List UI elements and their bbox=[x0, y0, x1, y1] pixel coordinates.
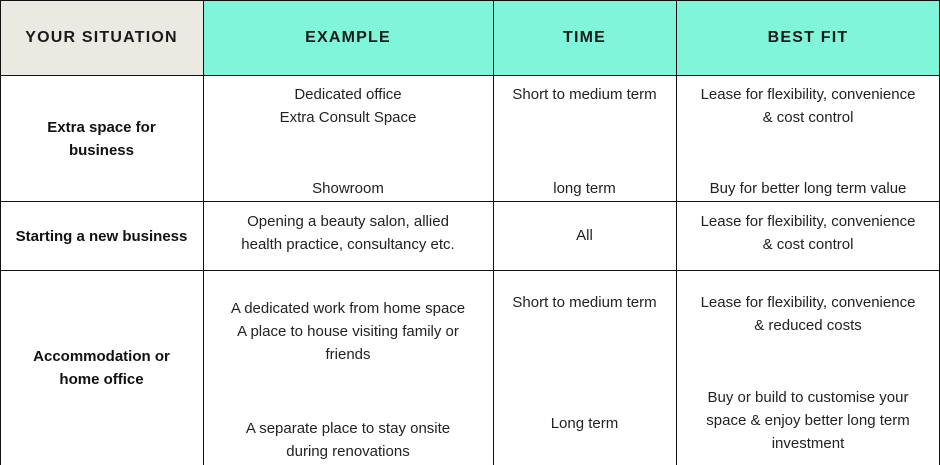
row-divider bbox=[0, 270, 940, 271]
situation-label: Starting a new business bbox=[15, 228, 188, 245]
header-time-label: TIME bbox=[562, 29, 607, 46]
row-divider bbox=[0, 201, 940, 202]
situation-cell bbox=[0, 202, 203, 271]
column-divider bbox=[0, 0, 1, 465]
time-text: long term bbox=[553, 180, 616, 197]
example-cell bbox=[203, 202, 493, 271]
best-fit-cell bbox=[676, 202, 940, 271]
time-cell bbox=[493, 271, 676, 465]
row-divider bbox=[0, 0, 940, 1]
time-cell bbox=[493, 76, 676, 202]
header-example-label: EXAMPLE bbox=[305, 29, 391, 46]
example-text: A dedicated work from home space A place to house visiting family or friends bbox=[230, 300, 466, 363]
table-row bbox=[0, 202, 940, 271]
example-text: Dedicated office Extra Consult Space bbox=[279, 86, 417, 126]
table-row bbox=[0, 271, 940, 465]
example-text: A separate place to stay onsite during renovations bbox=[245, 420, 451, 460]
example-text: Opening a beauty salon, allied health practice, consultancy etc. bbox=[241, 213, 455, 253]
column-divider bbox=[493, 0, 494, 465]
best-fit-text: Lease for flexibility, convenience & reduced costs bbox=[700, 294, 916, 334]
situation-label: Accommodation or home office bbox=[33, 348, 170, 388]
best-fit-cell bbox=[676, 76, 940, 202]
header-situation bbox=[0, 0, 203, 76]
table-row bbox=[0, 76, 940, 202]
header-time bbox=[493, 0, 676, 76]
example-cell bbox=[203, 76, 493, 202]
situation-cell bbox=[0, 76, 203, 202]
best-fit-text: Buy or build to customise your space & enjoy better long term investment bbox=[706, 389, 910, 452]
column-divider bbox=[203, 0, 204, 465]
best-fit-text: Lease for flexibility, convenience & cost control bbox=[700, 213, 916, 253]
time-cell bbox=[493, 202, 676, 271]
header-best-fit-label: BEST FIT bbox=[767, 29, 849, 46]
table-header-row bbox=[0, 0, 940, 76]
time-text: Long term bbox=[550, 415, 619, 432]
time-text: Short to medium term bbox=[512, 294, 657, 311]
row-divider bbox=[0, 75, 940, 76]
best-fit-text: Lease for flexibility, convenience & cost control bbox=[700, 86, 916, 126]
example-text: Showroom bbox=[312, 180, 384, 197]
situation-cell bbox=[0, 271, 203, 465]
best-fit-text: Buy for better long term value bbox=[709, 180, 907, 197]
column-divider bbox=[676, 0, 677, 465]
best-fit-cell bbox=[676, 271, 940, 465]
time-text: All bbox=[576, 227, 593, 244]
example-cell bbox=[203, 271, 493, 465]
header-example bbox=[203, 0, 493, 76]
situation-label: Extra space for business bbox=[47, 119, 156, 159]
time-text: Short to medium term bbox=[512, 86, 657, 103]
header-situation-label: YOUR SITUATION bbox=[25, 29, 178, 46]
header-best-fit bbox=[676, 0, 940, 76]
